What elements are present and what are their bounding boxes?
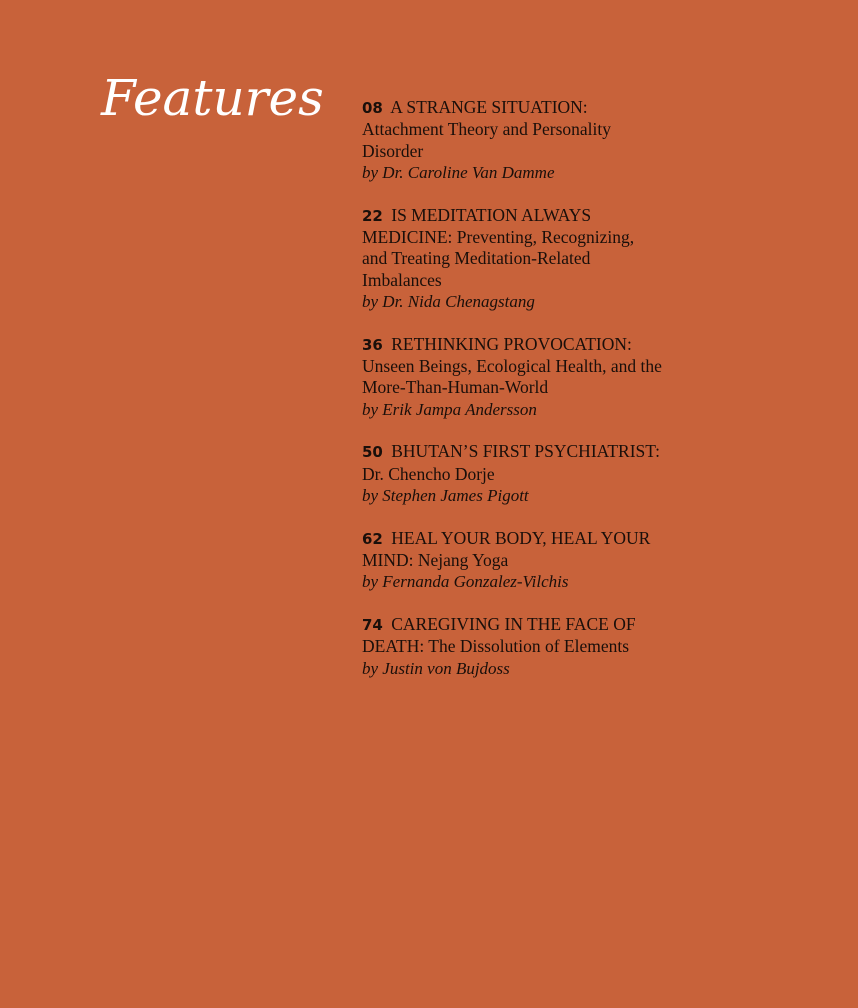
toc-entry[interactable]	[362, 334, 662, 421]
toc-entry[interactable]	[362, 97, 662, 184]
article-author: by Dr. Caroline Van Damme	[362, 163, 555, 183]
entry-title-line	[362, 528, 662, 572]
article-author: by Dr. Nida Chenagstang	[362, 292, 535, 312]
page-number: 62	[362, 529, 383, 548]
entry-title-line	[362, 441, 662, 485]
entry-title-line	[362, 205, 662, 292]
page-number: 36	[362, 335, 383, 354]
toc-entry[interactable]	[362, 441, 662, 506]
page-number: 74	[362, 615, 383, 634]
article-title: CAREGIVING IN THE FACE OF DEATH: The Dissolution of Elements	[362, 613, 636, 657]
toc-entry[interactable]	[362, 205, 662, 313]
section-title: Features	[101, 69, 324, 127]
toc-entry[interactable]	[362, 528, 662, 593]
entry-title-line	[362, 334, 662, 399]
article-author: by Stephen James Pigott	[362, 486, 529, 506]
page-number: 22	[362, 206, 383, 225]
page-number: 08	[362, 99, 383, 117]
article-author: by Erik Jampa Andersson	[362, 399, 537, 419]
toc-entry[interactable]	[362, 614, 662, 679]
article-author: by Fernanda Gonzalez-Vilchis	[362, 572, 569, 592]
article-author: by Justin von Bujdoss	[362, 658, 510, 678]
entry-title-line	[362, 97, 662, 162]
article-title: A STRANGE SITUATION: Attachment Theory and Personality Disorder	[362, 97, 611, 161]
page-number: 50	[362, 443, 383, 462]
article-title: BHUTAN’S FIRST PSYCHIATRIST: Dr. Chencho Dorje	[362, 441, 660, 484]
entry-title-line	[362, 614, 662, 658]
article-title: RETHINKING PROVOCATION: Unseen Beings, Ecological Health, and the More-Than-Human-World	[362, 333, 662, 398]
article-title: HEAL YOUR BODY, HEAL YOUR MIND: Nejang Yoga	[362, 527, 651, 570]
article-title: IS MEDITATION ALWAYS MEDICINE: Preventing, Recognizing, and Treating Meditation-Related Imbalances	[362, 204, 635, 290]
table-of-contents	[362, 97, 662, 700]
